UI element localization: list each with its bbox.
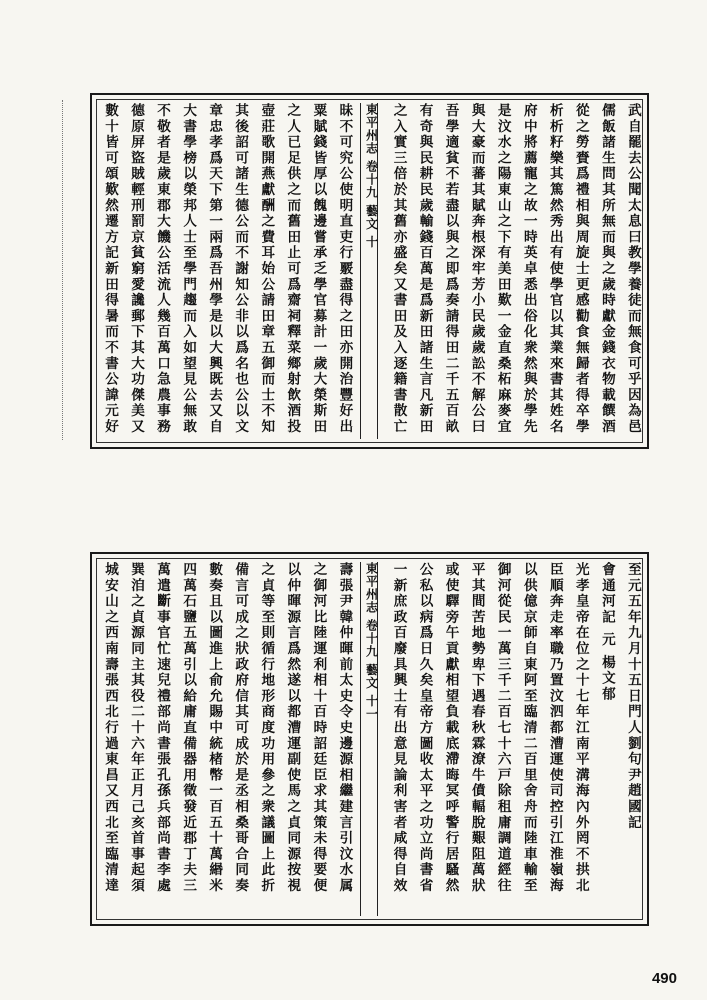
- text-column: 其後詔可諸生德公而不謝知公非以爲名也公以文: [232, 103, 249, 435]
- text-column: 以仲暉源言爲然遂以都漕運副使馬之貞同源按視: [284, 562, 301, 894]
- text-column: 之入實三倍於其舊亦盛矣又書田及入逐籍書散亡: [390, 103, 407, 435]
- text-column: 武自罷去公聞太息曰教學養徒而無食可乎因為邑: [624, 103, 641, 435]
- text-column: 是汶水之陽東山之下有美田歎一金直桑柘麻麥宜: [494, 103, 511, 435]
- bottom-columns: [100, 562, 639, 916]
- page-number: 490: [651, 970, 677, 987]
- text-column: 四萬石鹽五萬引以給庸直備器用徵發近郡丁夫三: [180, 562, 197, 894]
- text-column: 有奇與民耕民歲輸錢百萬是爲新田諸生言凡新田: [416, 103, 433, 435]
- text-column: 巽洎之貞源同主其役二十六年正月己亥首事起須: [128, 562, 145, 894]
- running-header: 東平州志 卷十九 藝文 十一: [360, 562, 378, 916]
- text-column: 或使驛旁午貢獻相望負載底滯晦冥呼警行居騷然: [442, 562, 459, 894]
- text-column: 一新庶政百廢具興士有出意見論利害者咸得自效: [390, 562, 407, 894]
- text-column: 德原屏盜賊輕刑罰京貧窮愛讒郵下其大功傑美又: [128, 103, 145, 435]
- text-column: 備言可成之狀政府信其可成於是丞相桑哥合同奏: [232, 562, 249, 894]
- text-column: 之貞等至則循行地形商度功用參之衆議圖上此折: [258, 562, 275, 894]
- text-column: 至元五年九月十五日門人劉句尹趙國記: [624, 562, 641, 831]
- text-column: 與大豪而蕃其賦奔根深牢芳小民歲歲訟不解公曰: [468, 103, 485, 435]
- text-column: 萬遣斷事官忙速兒禮部尚書張孔孫兵部尚書李處: [154, 562, 171, 894]
- text-column: 之御河比陸運利相十百時詔廷臣求其策未得要便: [310, 562, 327, 894]
- top-columns: [100, 103, 639, 439]
- text-column: 大書學榜以榮邦人士至學門趨而入如望見公無敢: [180, 103, 197, 435]
- text-column: 壺莊歌開燕獻酬之費耳始公請田章五御而士不知: [258, 103, 275, 435]
- text-column: 臣順奔走率職乃置汶泗都漕運使司控引江淮嶺海: [546, 562, 563, 894]
- text-column: 儒飯諸生問其所無而與之歲時獻金錢衣物載饌酒: [598, 103, 615, 435]
- text-column: 從之勞賚爲禮相與周旋士更感勸食無歸者得卒學: [572, 103, 589, 435]
- top-text-block: [90, 93, 649, 449]
- text-column: 以供億京師自東阿至臨清二百里舍舟而陸車輸至: [520, 562, 537, 894]
- title-column: 會通河記 元 楊文郁: [598, 562, 615, 703]
- text-column: 數十皆可頌歎然遷方記新田得暑而不書公諱元好: [102, 103, 118, 435]
- bottom-text-block: [90, 552, 649, 926]
- text-column: 平其間苦地勢卑下遇春秋霖潦牛僨輻脫艱阻萬狀: [468, 562, 485, 894]
- running-header: 東平州志 卷十九 藝文 十: [360, 103, 378, 439]
- text-column: 城安山之西南壽張西北行過東昌又西北至臨清達: [102, 562, 118, 894]
- text-column: 數奏且以圖進上俞允賜中統楮幣一百五十萬緡米: [206, 562, 223, 894]
- text-column: 章忠孝爲天下第一兩爲吾州學是以大興既去又自: [206, 103, 223, 435]
- text-column: 公私以病爲日久矣皇帝方圖收太平之功立尚書省: [416, 562, 433, 894]
- text-column: 御河從民一萬三千二百七十六戸除租庸調道經往: [494, 562, 511, 894]
- text-column: 光孝皇帝在位之十七年江南平溝海內外罔不拱北: [572, 562, 589, 894]
- text-column: 不敬者是歲東郡大饑公活流人幾百萬口急農事務: [154, 103, 171, 435]
- text-column: 壽張尹韓仲暉前太史令史邊源相繼建言引汶水属: [336, 562, 353, 894]
- text-column: 府中將薦寵之故一時英卓悉出俗化衆然與於學先: [520, 103, 537, 435]
- binding-margin: [62, 100, 66, 440]
- text-column: 吾學適貧不若盡以與之即爲奏請得田二千五百畝: [442, 103, 459, 435]
- text-column: 昧不可究公使明直吏行覈盡得之田亦開治豐好出: [336, 103, 353, 435]
- text-column: 粟賦錢皆厚以餽邊嘗承乏學官募計一歲大榮斯田: [310, 103, 327, 435]
- text-column: 析析籽樂其篤然秀出有使學官以其業來書其姓名: [546, 103, 563, 435]
- text-column: 之人已足供之而舊田止可爲齋祠釋菜鄉射飲酒投: [284, 103, 301, 435]
